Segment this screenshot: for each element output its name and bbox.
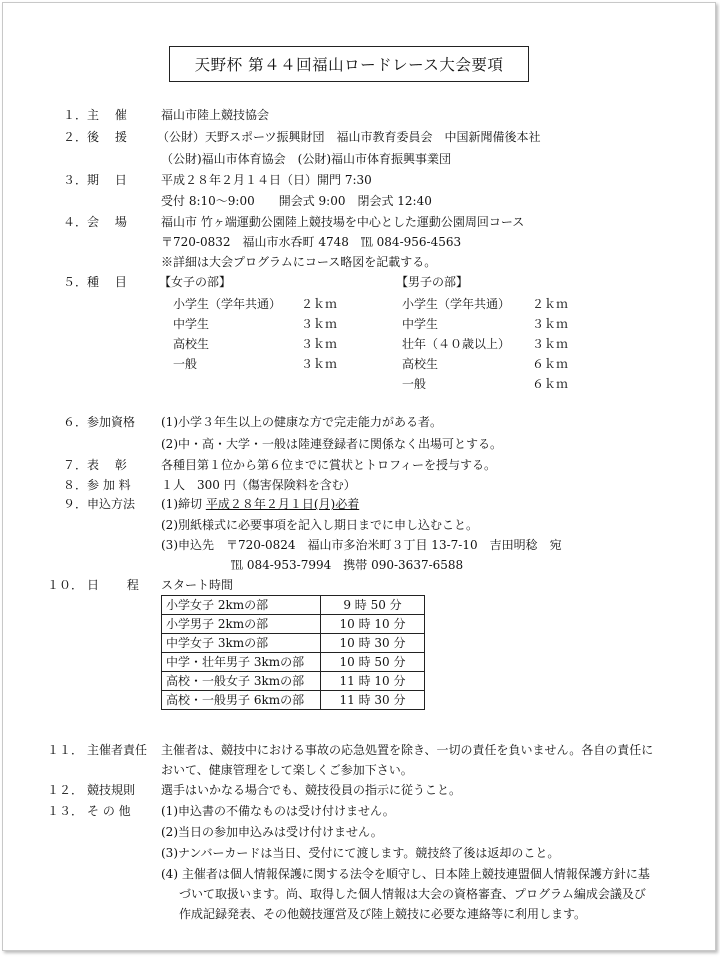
s9-number: ９．: [63, 497, 88, 511]
s10-number: １０．: [47, 578, 84, 592]
schedule-event: 高校・一般女子 3kmの部: [162, 672, 321, 691]
s1-number: １．: [63, 108, 88, 122]
s2-label: 後 援: [87, 130, 127, 144]
s3-label: 期 日: [87, 173, 127, 187]
s8-number: ８．: [63, 478, 88, 492]
s9-line4: ℡ 084-953-7994 携帯 090-3637-6588: [231, 558, 464, 572]
s4-number: ４．: [63, 215, 88, 229]
schedule-time: 11 時 10 分: [321, 672, 425, 691]
women-event-distance: ３ｋｍ: [301, 317, 338, 331]
s6-line2: (2)中・高・大学・一般は陸連登録者に関係なく出場可とする。: [161, 437, 503, 451]
document-page: [2, 2, 716, 951]
s13-label: そ の 他: [87, 804, 131, 818]
list-item: (3)ナンバーカードは当日、受付にて渡します。競技終了後は返却のこと。: [161, 846, 560, 860]
schedule-event: 中学・壮年男子 3kmの部: [162, 653, 321, 672]
schedule-time: 10 時 10 分: [321, 615, 425, 634]
s9-line1: [161, 496, 359, 512]
s1-label: 主 催: [87, 108, 127, 122]
s3-line2: 受付 8:10～9:00 開会式 9:00 閉会式 12:40: [161, 194, 432, 208]
s11-label: 主催者責任: [87, 743, 148, 757]
s6-line1: (1)小学３年生以上の健康な方で完走能力がある者。: [161, 415, 443, 429]
table-row: [162, 691, 425, 710]
s3-number: ３．: [63, 173, 88, 187]
s12-number: １２．: [47, 783, 84, 797]
table-row: [162, 672, 425, 691]
deadline-prefix: (1)締切: [161, 497, 206, 511]
men-event-name: 中学生: [402, 317, 439, 331]
s1-text: 福山市陸上競技協会: [161, 108, 270, 122]
men-division-header: 【男子の部】: [396, 275, 469, 289]
women-division-header: 【女子の部】: [159, 275, 232, 289]
s11-number: １１．: [47, 743, 84, 757]
women-event-name: 一般: [173, 357, 198, 371]
schedule-event: 小学女子 2kmの部: [162, 596, 321, 615]
men-event-name: 一般: [402, 377, 427, 391]
s4-label: 会 場: [87, 215, 127, 229]
s9-line2: (2)別紙様式に必要事項を記入し期日までに申し込むこと。: [161, 518, 479, 532]
s7-label: 表 彰: [87, 458, 127, 472]
s6-number: ６．: [63, 415, 88, 429]
s4-line3: ※詳細は大会プログラムにコース略図を記載する。: [161, 255, 437, 269]
s4-line2: 〒720-0832 福山市水呑町 4748 ℡ 084-956-4563: [161, 235, 462, 249]
men-event-name: 高校生: [402, 357, 439, 371]
schedule-table: [161, 595, 425, 710]
s11-line1: 主催者は、競技中における事故の応急処置を除き、一切の責任を負いません。各自の責任に: [161, 743, 654, 757]
list-item: (1)申込書の不備なものは受け付けません。: [161, 804, 395, 818]
s5-label: 種 目: [87, 275, 127, 289]
men-event-distance: ６ｋｍ: [532, 357, 569, 371]
start-time-header: スタート時間: [161, 578, 234, 592]
women-event-name: 小学生（学年共通）: [173, 297, 282, 311]
schedule-time: 10 時 50 分: [321, 653, 425, 672]
document-title-box: [169, 46, 529, 82]
s9-label: 申込方法: [87, 497, 136, 511]
list-item: (2)当日の参加申込みは受け付けません。: [161, 825, 383, 839]
table-row: [162, 615, 425, 634]
men-event-name: 壮年（４０歳以上）: [402, 337, 511, 351]
table-row: [162, 634, 425, 653]
s12-label: 競技規則: [87, 783, 136, 797]
s12-text: 選手はいかなる場合でも、競技役員の指示に従うこと。: [161, 783, 462, 797]
schedule-event: 小学男子 2kmの部: [162, 615, 321, 634]
women-event-distance: ３ｋｍ: [301, 357, 338, 371]
s11-line2: おいて、健康管理をして楽しくご参加下さい。: [161, 763, 413, 777]
men-event-distance: ２ｋｍ: [532, 297, 569, 311]
women-event-distance: ２ｋｍ: [301, 297, 338, 311]
s8-text: １人 300 円（傷害保険料を含む）: [161, 478, 356, 492]
schedule-event: 高校・一般男子 6kmの部: [162, 691, 321, 710]
list-item: (4) 主催者は個人情報保護に関する法令を順守し、日本陸上競技連盟個人情報保護方針に基: [161, 867, 650, 881]
women-event-name: 高校生: [173, 337, 210, 351]
table-row: [162, 653, 425, 672]
men-event-distance: ３ｋｍ: [532, 337, 569, 351]
men-event-name: 小学生（学年共通）: [402, 297, 511, 311]
men-event-distance: ３ｋｍ: [532, 317, 569, 331]
s4-line1: 福山市 竹ヶ端運動公園陸上競技場を中心とした運動公園周回コース: [161, 215, 525, 229]
list-item: づいて取扱います。尚、取得した個人情報は大会の資格審査、プログラム編成会議及び: [179, 887, 646, 901]
schedule-time: 9 時 50 分: [321, 596, 425, 615]
schedule-event: 中学女子 3kmの部: [162, 634, 321, 653]
deadline-date: 平成２８年２月１日(月)必着: [205, 497, 360, 511]
men-event-distance: ６ｋｍ: [532, 377, 569, 391]
document-title: 天野杯 第４４回福山ロードレース大会要項: [194, 56, 504, 74]
s5-number: ５．: [63, 275, 88, 289]
s13-number: １３．: [47, 804, 84, 818]
women-event-distance: ３ｋｍ: [301, 337, 338, 351]
list-item: 作成記録発表、その他競技運営及び陸上競技に必要な連絡等に利用します。: [179, 907, 587, 921]
s7-text: 各種目第１位から第６位までに賞状とトロフィーを授与する。: [161, 458, 497, 472]
s7-number: ７．: [63, 458, 88, 472]
s2-number: ２．: [63, 130, 88, 144]
women-event-name: 中学生: [173, 317, 210, 331]
s10-label: 日 程: [87, 578, 139, 592]
schedule-time: 11 時 30 分: [321, 691, 425, 710]
s2-line2: （公財)福山市体育協会 (公財)福山市体育振興事業団: [161, 152, 452, 166]
s6-label: 参加資格: [87, 415, 136, 429]
schedule-time: 10 時 30 分: [321, 634, 425, 653]
table-row: [162, 596, 425, 615]
s3-line1: 平成２８年２月１４日（日）開門 7:30: [161, 173, 372, 187]
s9-line3: (3)申込先 〒720-0824 福山市多治米町３丁目 13-7-10 吉田明稔 宛: [161, 538, 562, 552]
s8-label: 参 加 料: [87, 478, 131, 492]
s2-line1: （公財）天野スポーツ振興財団 福山市教育委員会 中国新聞備後本社: [157, 130, 541, 144]
